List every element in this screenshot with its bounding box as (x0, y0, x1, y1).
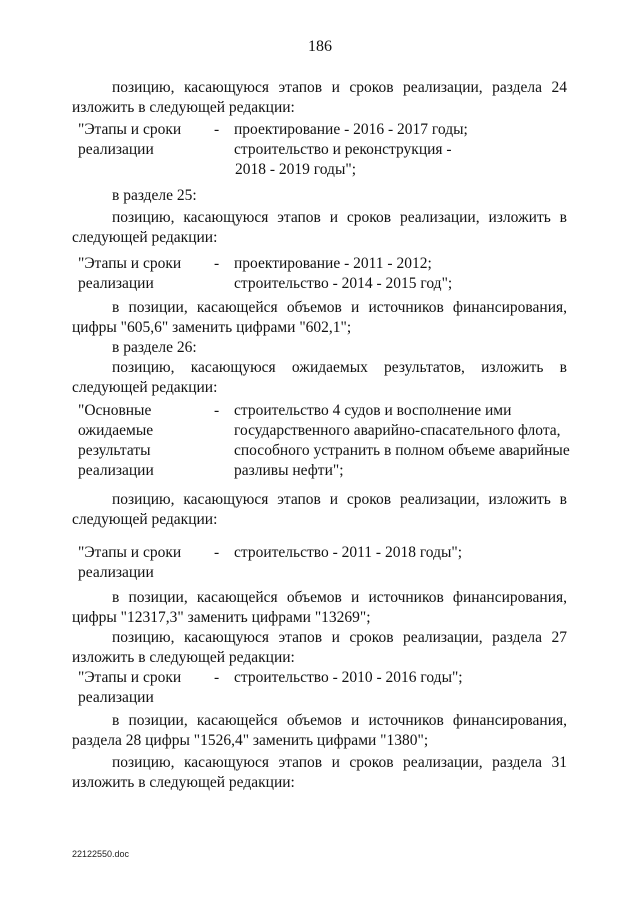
paragraph-line: цифры "12317,3" заменить цифрами "13269"; (72, 609, 371, 626)
paragraph-section-24 (72, 78, 567, 118)
row-label: "Основные ожидаемые результаты реализации (78, 402, 154, 479)
paragraph-results-26 (72, 358, 567, 398)
paragraph-stages-25 (72, 208, 567, 248)
paragraph-line: следующей редакции: (72, 511, 218, 528)
paragraph-line: в позиции, касающейся объемов и источников финансирования, (112, 589, 567, 606)
paragraph-line: раздела 28 цифры "1526,4" заменить цифрами "1380"; (72, 732, 429, 749)
row-value: проектирование - 2016 - 2017 годы; строительство и реконструкция - 2018 - 2019 годы"; (234, 121, 468, 178)
row-value: проектирование - 2011 - 2012; строительство - 2014 - 2015 год"; (234, 255, 453, 292)
row-label: "Этапы и сроки реализации (78, 121, 182, 158)
paragraph-stages-27 (72, 628, 567, 668)
paragraph-line: позицию, касающуюся этапов и сроков реализации, изложить в (112, 491, 567, 508)
row-value: строительство - 2011 - 2018 годы"; (234, 544, 463, 561)
paragraph-stages-31 (72, 753, 567, 793)
paragraph-financing-28 (72, 711, 567, 751)
row-dash: - (214, 121, 220, 138)
paragraph-line: позицию, касающуюся этапов и сроков реализации, раздела 31 (112, 754, 567, 771)
paragraph-line: в позиции, касающейся объемов и источников финансирования, (112, 299, 567, 316)
paragraph-line: следующей редакции: (72, 229, 218, 246)
paragraph-line: позицию, касающуюся ожидаемых результатов, изложить в (112, 359, 567, 376)
paragraph-line: изложить в следующей редакции: (72, 99, 295, 116)
row-label: "Этапы и сроки реализации (78, 544, 182, 581)
paragraph-line: изложить в следующей редакции: (72, 649, 295, 666)
paragraph-financing-25 (72, 298, 567, 338)
paragraph-line: позицию, касающуюся этапов и сроков реализации, изложить в (112, 209, 567, 226)
row-value: строительство 4 судов и восполнение ими государственного аварийно-спасательного флота, способного устранить в полном объеме аварийные разливы нефти"; (234, 402, 570, 479)
paragraph-line: изложить в следующей редакции: (72, 774, 295, 791)
table-row-stages-25 (74, 254, 574, 294)
paragraph-line: в позиции, касающейся объемов и источников финансирования, (112, 712, 567, 729)
section-heading-26: в разделе 26: (112, 339, 197, 356)
row-dash: - (214, 669, 220, 686)
paragraph-line: позицию, касающуюся этапов и сроков реализации, раздела 27 (112, 629, 567, 646)
row-dash: - (214, 402, 220, 419)
table-row-results-26 (74, 401, 574, 481)
paragraph-line: позицию, касающуюся этапов и сроков реализации, раздела 24 (112, 79, 567, 96)
row-dash: - (214, 255, 220, 272)
row-dash: - (214, 544, 220, 561)
paragraph-stages-26 (72, 490, 567, 530)
row-label: "Этапы и сроки реализации (78, 255, 182, 292)
table-row-stages-27 (74, 668, 574, 708)
table-row-stages-26 (74, 543, 574, 583)
paragraph-line: цифры "605,6" заменить цифрами "602,1"; (72, 319, 352, 336)
page-number: 186 (308, 38, 332, 55)
paragraph-line: следующей редакции: (72, 379, 218, 396)
paragraph-financing-26 (72, 588, 567, 628)
row-value: строительство - 2010 - 2016 годы"; (234, 669, 463, 686)
document-filename: 22122550.doc (72, 849, 130, 859)
table-row-stages-24 (74, 120, 574, 180)
row-label: "Этапы и сроки реализации (78, 669, 182, 706)
section-heading-25: в разделе 25: (112, 187, 197, 204)
